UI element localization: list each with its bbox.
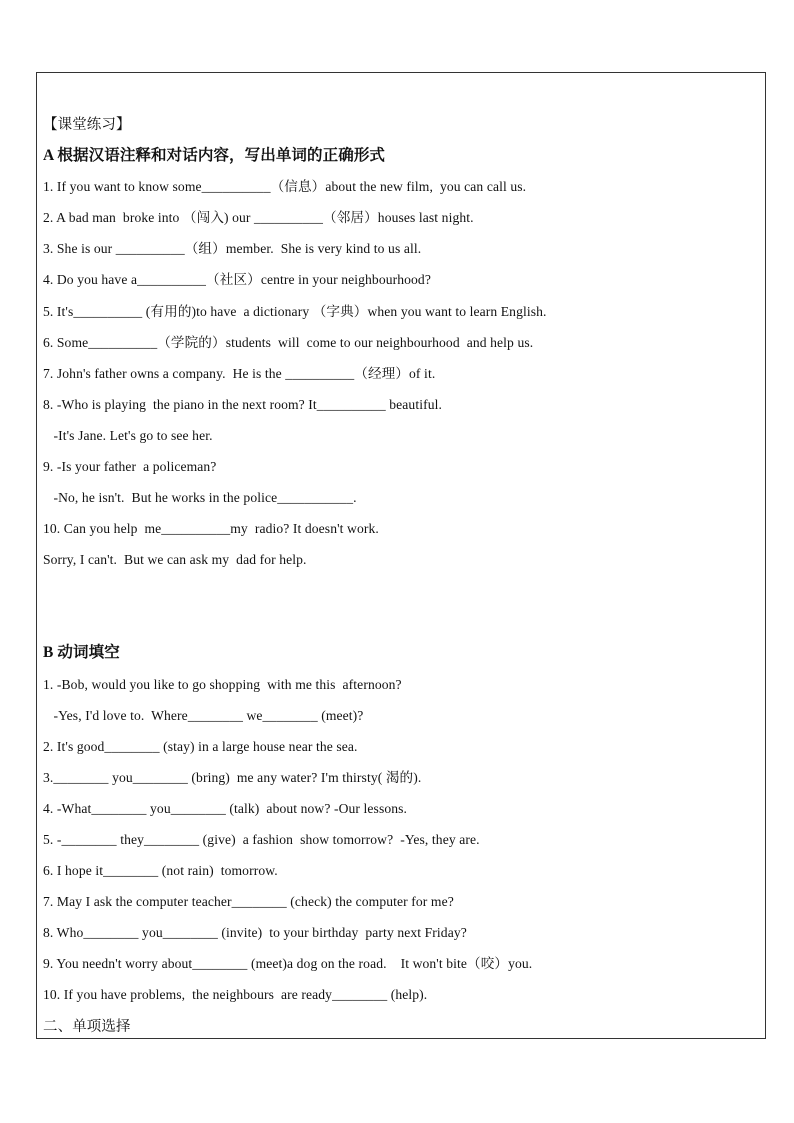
part-a-question: 4. Do you have a__________（社区）centre in your neighbourhood? [43, 272, 431, 288]
part-a-question: 5. It's__________ (有用的)to have a dictionary （字典）when you want to learn English. [43, 303, 547, 319]
part-b-question: 8. Who________ you________ (invite) to your birthday party next Friday? [43, 925, 467, 941]
part-a-title: A 根据汉语注释和对话内容，写出单词的正确形式 [43, 147, 386, 165]
section-heading-class-practice: 【课堂练习】 [43, 117, 131, 133]
part-a-question: 9. -Is your father a policeman? [43, 459, 217, 475]
part-b-questions [43, 673, 759, 1015]
part-a-questions [43, 175, 759, 579]
section-heading-single-choice: 二、单项选择 [43, 1018, 131, 1035]
part-a-question: 10. Can you help me__________my radio? It doesn't work. [43, 521, 379, 537]
part-a-question: -No, he isn't. But he works in the police___________. [43, 490, 357, 506]
part-b-question: 1. -Bob, would you like to go shopping with me this afternoon? [43, 676, 402, 692]
part-a-question: 1. If you want to know some__________（信息）about the new film, you can call us. [43, 179, 527, 195]
part-a-question: 3. She is our __________（组）member. She is very kind to us all. [43, 241, 422, 257]
part-b-question: 3.________ you________ (bring) me any water? I'm thirsty( 渴的). [43, 769, 422, 785]
part-b-question: 6. I hope it________ (not rain) tomorrow. [43, 863, 278, 879]
part-a-question: 7. John's father owns a company. He is the __________（经理）of it. [43, 365, 436, 381]
part-a-question: -It's Jane. Let's go to see her. [43, 427, 213, 443]
section-spacer [43, 579, 759, 641]
part-a-question: 6. Some__________（学院的）students will come to our neighbourhood and help us. [43, 334, 534, 350]
part-b-question: -Yes, I'd love to. Where________ we________ (meet)? [43, 707, 364, 723]
part-b-question: 7. May I ask the computer teacher________ (check) the computer for me? [43, 894, 454, 910]
part-b-question: 10. If you have problems, the neighbours are ready________ (help). [43, 987, 428, 1003]
part-b-question: 2. It's good________ (stay) in a large house near the sea. [43, 738, 358, 754]
part-b-question: 4. -What________ you________ (talk) about now? -Our lessons. [43, 800, 408, 816]
part-b-question: 5. -________ they________ (give) a fashion show tomorrow? -Yes, they are. [43, 831, 480, 847]
part-a-question: Sorry, I can't. But we can ask my dad for help. [43, 552, 307, 568]
part-b-question: 9. You needn't worry about________ (meet)a dog on the road. It won't bite（咬）you. [43, 956, 533, 972]
worksheet-content [43, 113, 759, 1046]
part-a-question: 8. -Who is playing the piano in the next room? It__________ beautiful. [43, 396, 442, 412]
part-a-question: 2. A bad man broke into （闯入) our __________（邻居）houses last night. [43, 210, 474, 226]
part-b-title: B 动词填空 [43, 644, 120, 662]
